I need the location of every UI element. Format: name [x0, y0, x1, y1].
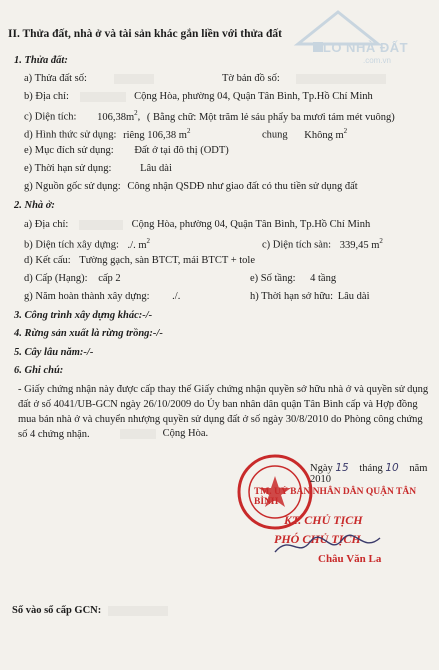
house-k: d) Kết cấu: Tường gạch, sàn BTCT, mái BTCT + tole — [24, 255, 255, 266]
house-h: h) Thời hạn sở hữu: Lâu dài — [250, 291, 370, 302]
land-e: e) Mục đích sử dụng: Đất ở tại đô thị (ODT) — [24, 145, 229, 156]
land-d-chung: chung Không $m^2$ — [262, 127, 348, 141]
redacted — [80, 92, 126, 102]
house-c: c) Diện tích sàn: 339,45 $m^2$ — [262, 237, 383, 251]
section-6: 6. Ghi chú: — [14, 365, 64, 376]
land-f: e) Thời hạn sử dụng: Lâu dài — [24, 163, 172, 174]
section-title: II. Thửa đất, nhà ở và tài sản khác gắn liền với thửa đất — [8, 28, 282, 40]
house-heading: 2. Nhà ở: — [14, 200, 55, 211]
land-g: g) Nguồn gốc sử dụng: Công nhận QSDĐ như giao đất có thu tiền sử dụng đất — [24, 181, 358, 192]
land-a: a) Thửa đất số: — [24, 73, 154, 84]
watermark-logo — [293, 4, 433, 74]
section-4: 4. Rừng sản xuất là rừng trồng:-/- — [14, 328, 163, 339]
redacted — [114, 74, 154, 84]
redacted — [120, 429, 156, 439]
land-c: c) Diện tích: $106,38m^2$, ( Bằng chữ: Một trăm lẻ sáu phẩy ba mươi tám mét vuông) — [24, 109, 395, 123]
signer-name: Châu Văn La — [318, 553, 382, 565]
watermark-brand: ALO NHÀ ĐẤT — [313, 40, 409, 55]
land-a-right: Tờ bản đồ số: — [222, 73, 386, 84]
land-heading: 1. Thửa đất: — [14, 55, 68, 66]
house-g: g) Năm hoàn thành xây dựng: ./. — [24, 291, 181, 302]
note-text: - Giấy chứng nhận này được cấp thay thế Giấy chứng nhận quyền sở hữu nhà ở và quyền sử dụng đất ở số 4041/UB-GCN ngày 26/10/2009 do Ủy ban nhân dân quận Tân Bình cấp và Hợp đồng mua bán nhà ở và chuyển nhượng quyền sử dụng đất ở số ngày 30/8/2010 do Phòng công chứng số 4 chứng nhận. — [18, 384, 429, 440]
redacted — [108, 606, 168, 616]
house-d: d) Cấp (Hạng): cấp 2 — [24, 273, 121, 284]
house-b: b) Diện tích xây dựng: ./. $m^2$ — [24, 237, 151, 251]
land-b: b) Địa chỉ: Cộng Hòa, phường 04, Quận Tân Bình, Tp.Hồ Chí Minh — [24, 91, 373, 102]
redacted — [79, 220, 123, 230]
section-5: 5. Cây lâu năm:-/- — [14, 347, 94, 358]
house-a: a) Địa chỉ: Cộng Hòa, phường 04, Quận Tân Bình, Tp.Hồ Chí Minh — [24, 219, 371, 230]
footer-register: Số vào sổ cấp GCN: — [12, 605, 168, 616]
redacted — [296, 74, 386, 84]
sign-role-2: PHÓ CHỦ TỊCH — [274, 532, 361, 546]
section-3: 3. Công trình xây dựng khác:-/- — [14, 310, 153, 321]
note-tail: Cộng Hòa. — [120, 428, 208, 439]
sign-date: Ngày 15 tháng 10 năm 2010 — [310, 462, 428, 485]
sign-org: TM. UỶ BAN NHÂN DÂN QUẬN TÂN BÌNH — [254, 487, 417, 507]
watermark-domain: .com.vn — [363, 56, 392, 65]
land-d: d) Hình thức sử dụng: riêng 106,38 $m^2$ — [24, 127, 191, 141]
sign-role-1: KT. CHỦ TỊCH — [284, 513, 363, 527]
house-e: e) Số tầng: 4 tầng — [250, 273, 337, 284]
